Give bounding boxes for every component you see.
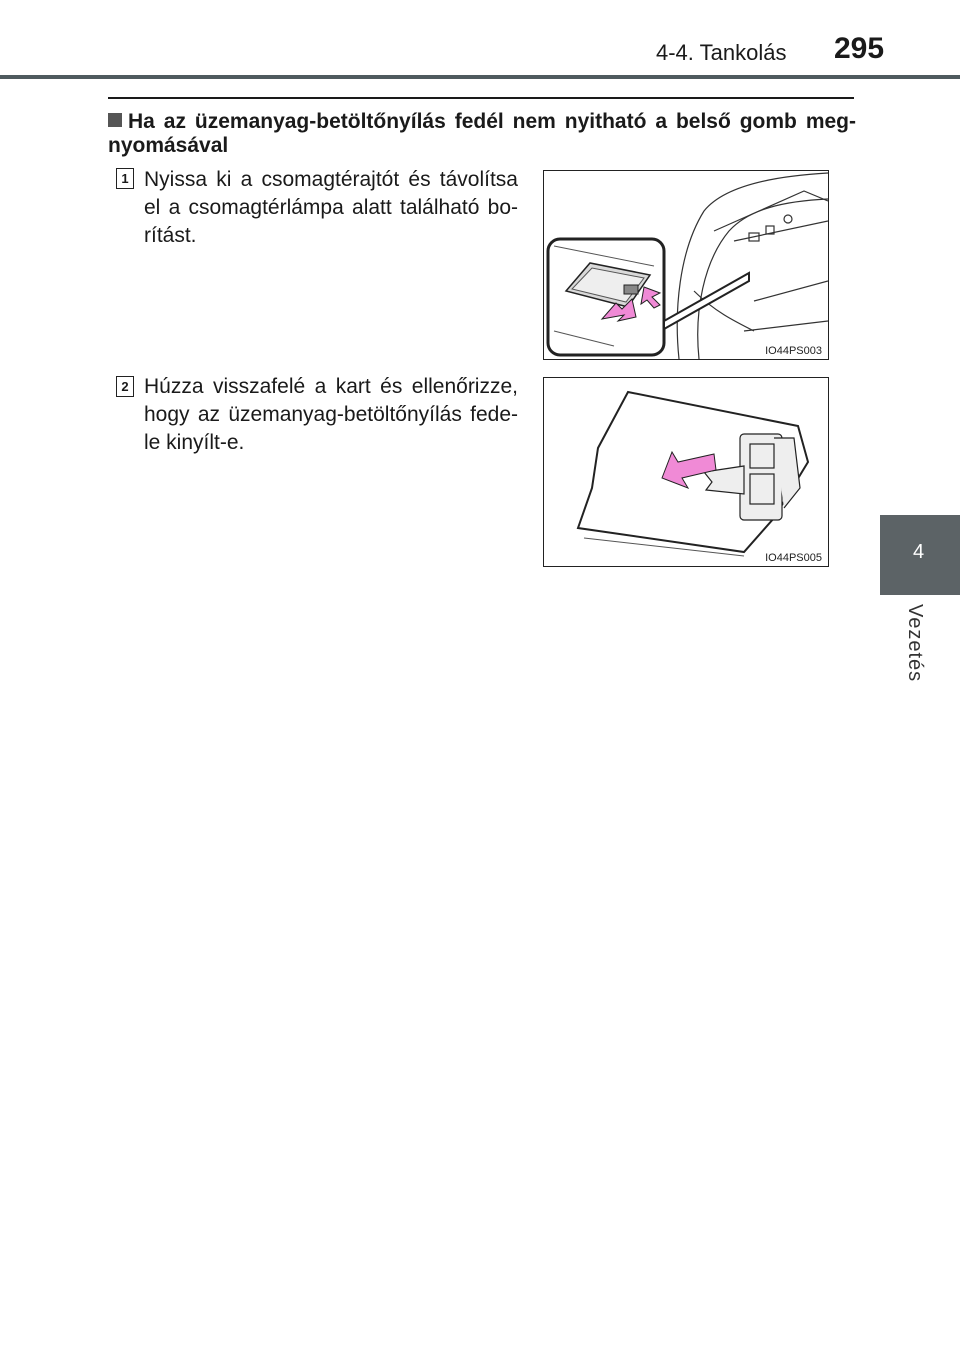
- step-2-figure: [543, 377, 829, 567]
- step-1-text: Nyissa ki a csomagtérajtót és távolítsa el a csomagtérlámpa alatt található bo-rítást.: [144, 168, 518, 247]
- step-1-badge: 1: [116, 168, 134, 189]
- section-heading-text: Ha az üzemanyag-betöltőnyílás fedél nem nyitható a belső gomb meg-nyomásával: [108, 110, 856, 157]
- section-heading: [108, 110, 856, 158]
- header-rule: [0, 75, 960, 79]
- step-2-badge: 2: [116, 376, 134, 397]
- step-1-figure: [543, 170, 829, 360]
- chapter-number: 4: [913, 541, 925, 563]
- figure-2-code: IO44PS005: [765, 552, 822, 564]
- page-number: 295: [834, 32, 885, 65]
- section-rule: [108, 97, 854, 99]
- figure-1-code: IO44PS003: [765, 345, 822, 357]
- square-bullet-icon: [108, 113, 122, 127]
- chapter-side-label: Vezetés: [904, 604, 926, 683]
- fuel-lid-lever-illustration: [544, 378, 828, 566]
- header-section-title: 4-4. Tankolás: [656, 40, 787, 65]
- step-2-text: Húzza visszafelé a kart és ellenőrizze, hogy az üzemanyag-betöltőnyílás fede-le kinyílt-e.: [144, 375, 518, 454]
- trunk-light-cover-illustration: [544, 171, 828, 359]
- chapter-side-tab: [880, 515, 960, 595]
